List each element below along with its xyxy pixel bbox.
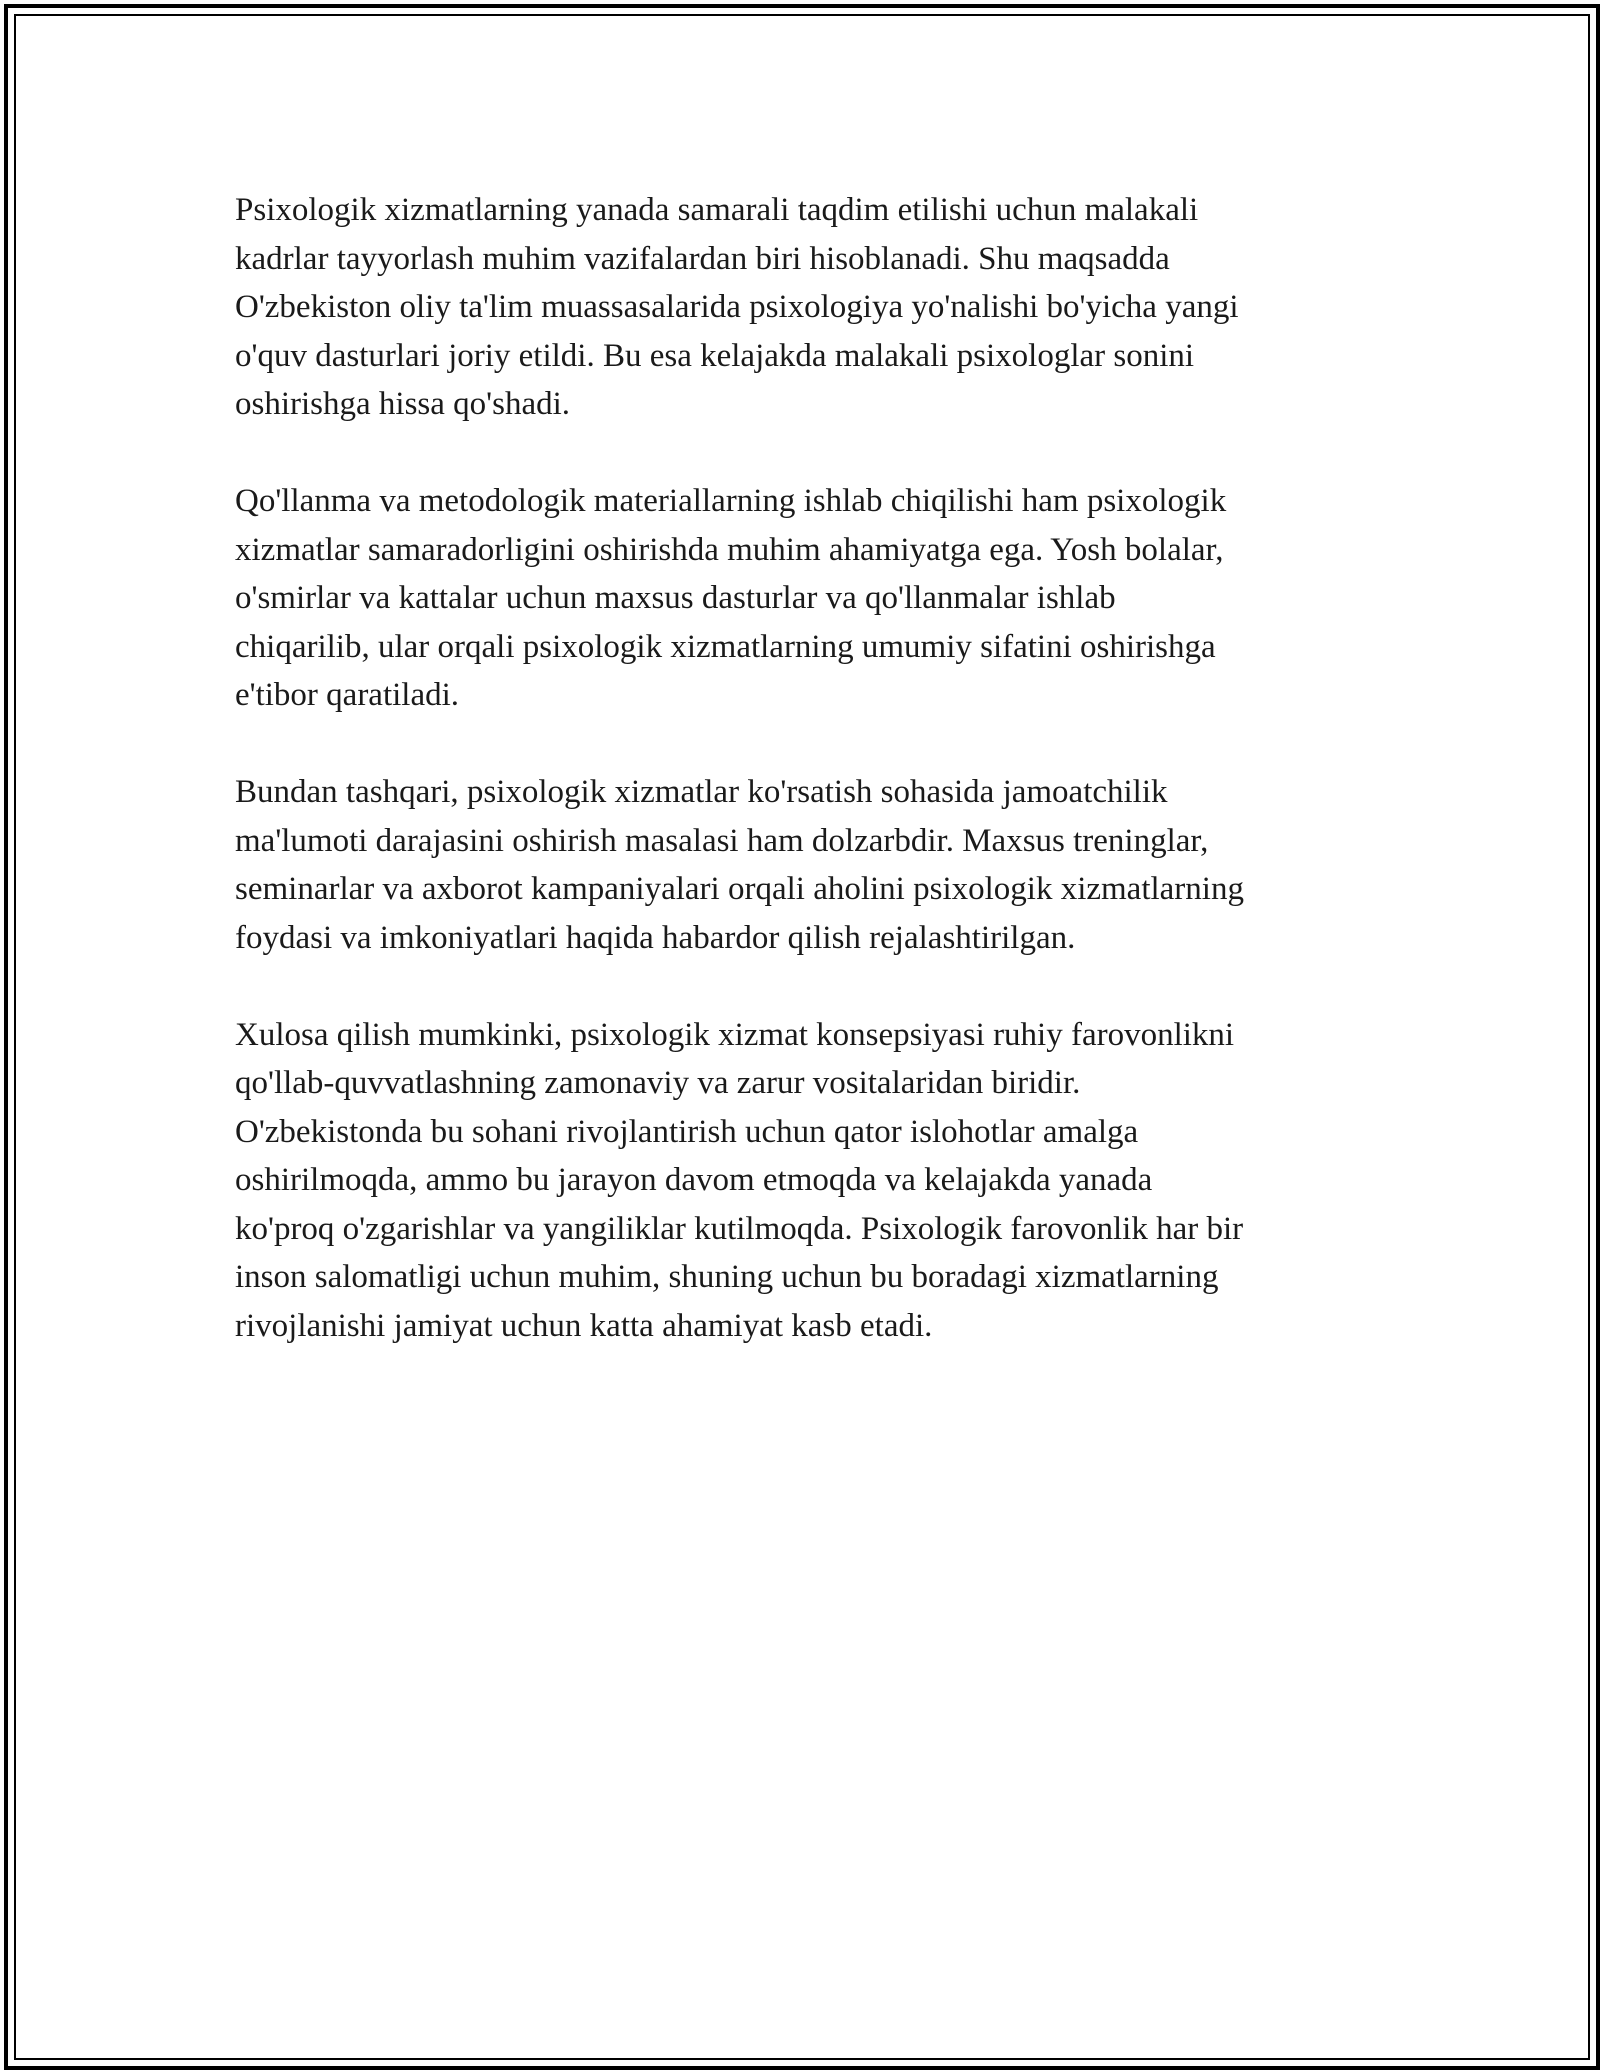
paragraph: Xulosa qilish mumkinki, psixologik xizmat konsepsiyasi ruhiy farovonlikni qo'llab-quvvatlashning zamonaviy va zarur vositalaridan biridir. O'zbekistonda bu sohani rivojlantirish uchun qator islohotlar amalga oshirilmoqda, ammo bu jarayon davom etmoqda va kelajakda yanada ko'proq o'zgarishlar va yangiliklar kutilmoqda. Psixologik farovonlik har bir inson salomatligi uchun muhim, shuning uchun bu boradagi xizmatlarning rivojlanishi jamiyat uchun katta ahamiyat kasb etadi. [235,1016,1244,1344]
paragraph: Bundan tashqari, psixologik xizmatlar ko'rsatish sohasida jamoatchilik ma'lumoti darajasini oshirish masalasi ham dolzarbdir. Maxsus treninglar, seminarlar va axborot kampaniyalari orqali aholini psixologik xizmatlarning foydasi va imkoniyatlari haqida habardor qilish rejalashtirilgan. [235,774,1244,956]
paragraph: Qo'llanma va metodologik materiallarning ishlab chiqilishi ham psixologik xizmatlar samaradorligini oshirishda muhim ahamiyatga ega. Yosh bolalar, o'smirlar va kattalar uchun maxsus dasturlar va qo'llanmalar ishlab chiqarilib, ular orqali psixologik xizmatlarning umumiy sifatini oshirishga e'tibor qaratiladi. [235,483,1227,713]
document-body [235,186,1395,1350]
paragraph: Psixologik xizmatlarning yanada samarali taqdim etilishi uchun malakali kadrlar tayyorlash muhim vazifalardan biri hisoblanadi. Shu maqsadda O'zbekiston oliy ta'lim muassasalarida psixologiya yo'nalishi bo'yicha yangi o'quv dasturlari joriy etildi. Bu esa kelajakda malakali psixologlar sonini oshirishga hissa qo'shadi. [235,192,1239,422]
